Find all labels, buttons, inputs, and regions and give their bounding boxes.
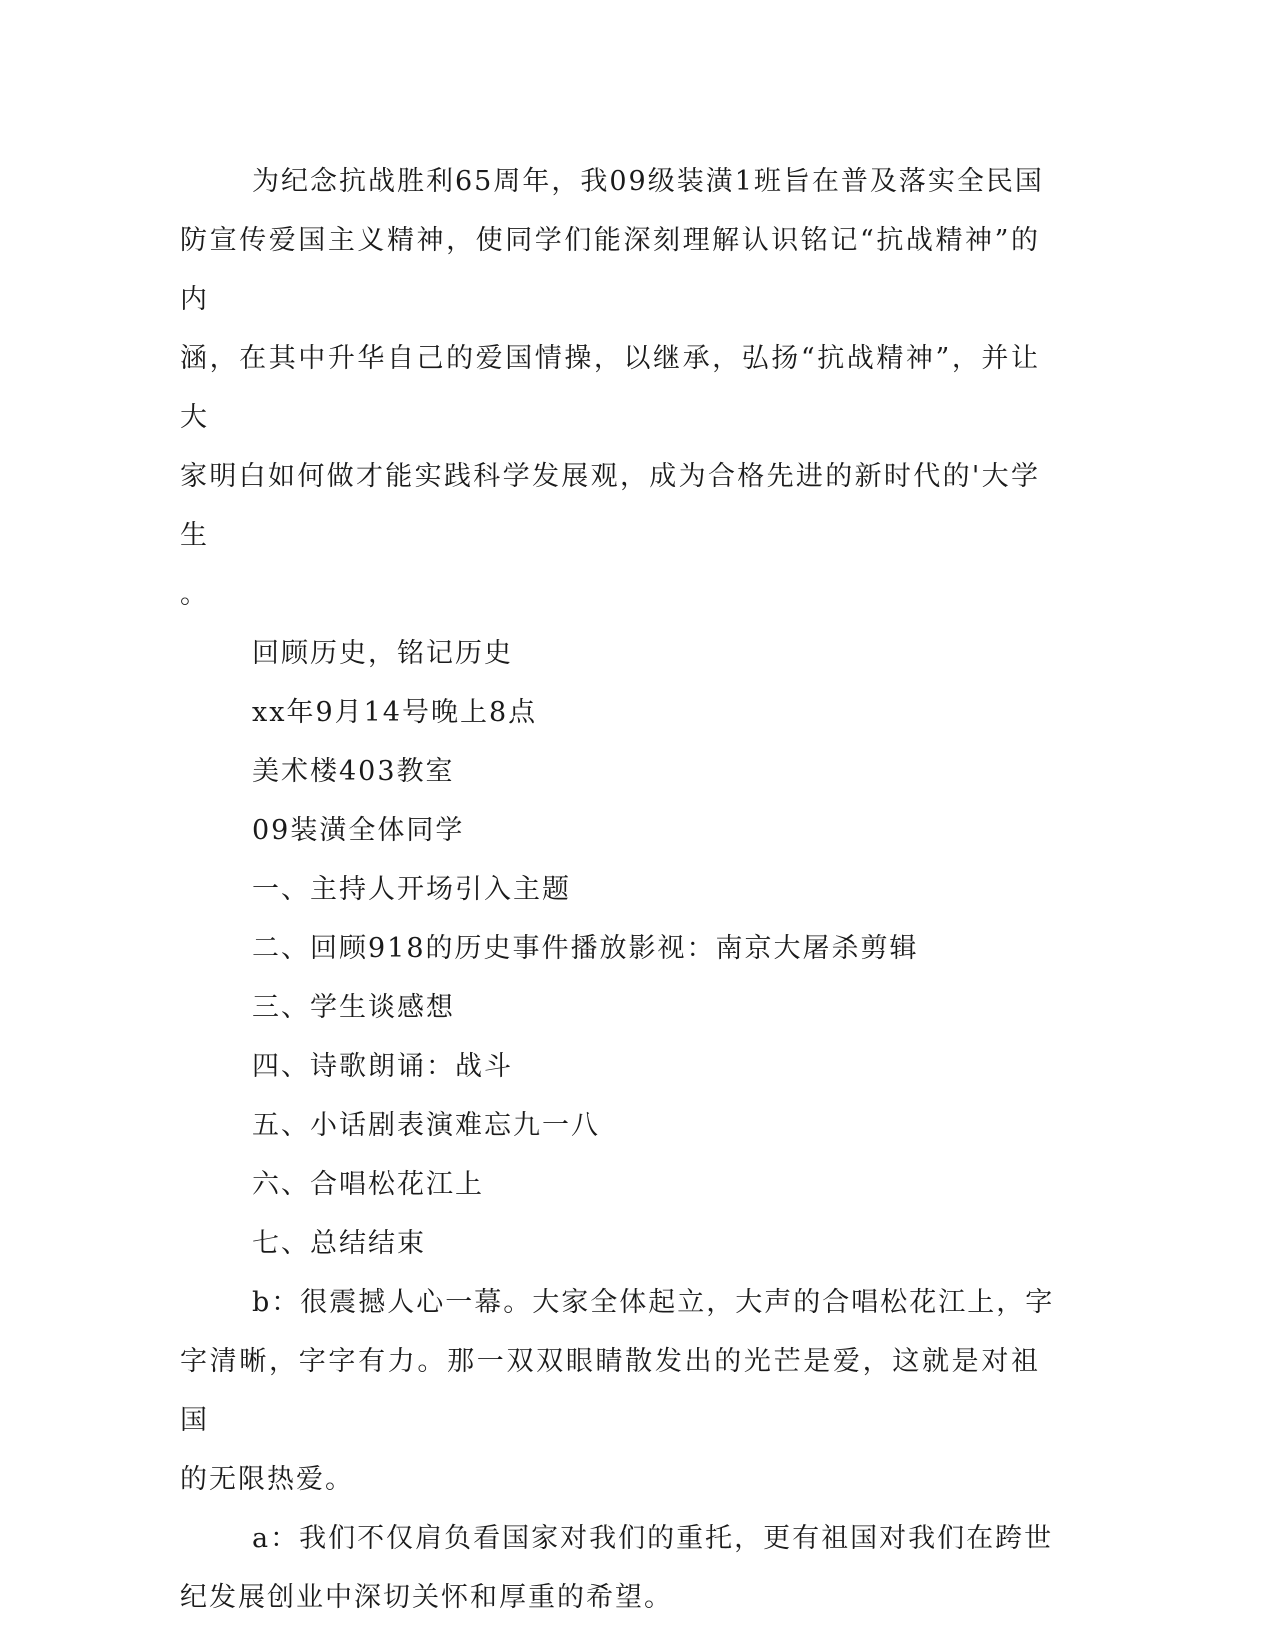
program-item: 五、小话剧表演难忘九一八 bbox=[252, 1110, 600, 1141]
program-item: 六、合唱松花江上 bbox=[252, 1169, 484, 1200]
paragraph-b-line: b：很震撼人心一幕。大家全体起立，大声的合唱松花江上，字 bbox=[252, 1287, 1055, 1318]
document-page bbox=[180, 152, 1055, 1627]
program-list bbox=[180, 860, 1040, 1273]
program-item: 一、主持人开场引入主题 bbox=[252, 874, 571, 905]
place-line: 美术楼403教室 bbox=[252, 756, 455, 787]
theme-line: 回顾历史，铭记历史 bbox=[252, 638, 513, 669]
paragraph-b-line: 字清晰，字字有力。那一双双眼睛散发出的光芒是爱，这就是对祖国 bbox=[180, 1346, 1040, 1436]
time-line: xx年9月14号晚上8点 bbox=[252, 697, 538, 728]
intro-paragraph bbox=[180, 152, 1044, 624]
paragraph-a-line: 纪发展创业中深切关怀和厚重的希望。 bbox=[180, 1582, 673, 1613]
paragraph-a bbox=[180, 1509, 1054, 1627]
intro-line: 防宣传爱国主义精神，使同学们能深刻理解认识铭记“抗战精神”的内 bbox=[180, 225, 1040, 315]
program-item: 三、学生谈感想 bbox=[252, 992, 455, 1023]
program-item: 二、回顾918的历史事件播放影视：南京大屠杀剪辑 bbox=[252, 933, 919, 964]
participants-line: 09装潢全体同学 bbox=[252, 815, 465, 846]
intro-line: 涵，在其中升华自己的爱国情操，以继承，弘扬“抗战精神”，并让大 bbox=[180, 343, 1040, 433]
program-item: 七、总结结束 bbox=[252, 1228, 426, 1259]
paragraph-b-line: 的无限热爱。 bbox=[180, 1464, 354, 1495]
program-item: 四、诗歌朗诵：战斗 bbox=[252, 1051, 513, 1082]
intro-line: 为纪念抗战胜利65周年，我09级装潢1班旨在普及落实全民国 bbox=[252, 166, 1044, 197]
paragraph-b bbox=[180, 1273, 1055, 1509]
intro-line: 。 bbox=[180, 579, 209, 610]
paragraph-a-line: a：我们不仅肩负看国家对我们的重托，更有祖国对我们在跨世 bbox=[252, 1523, 1054, 1554]
intro-line: 家明白如何做才能实践科学发展观，成为合格先进的新时代的'大学生 bbox=[180, 461, 1040, 551]
